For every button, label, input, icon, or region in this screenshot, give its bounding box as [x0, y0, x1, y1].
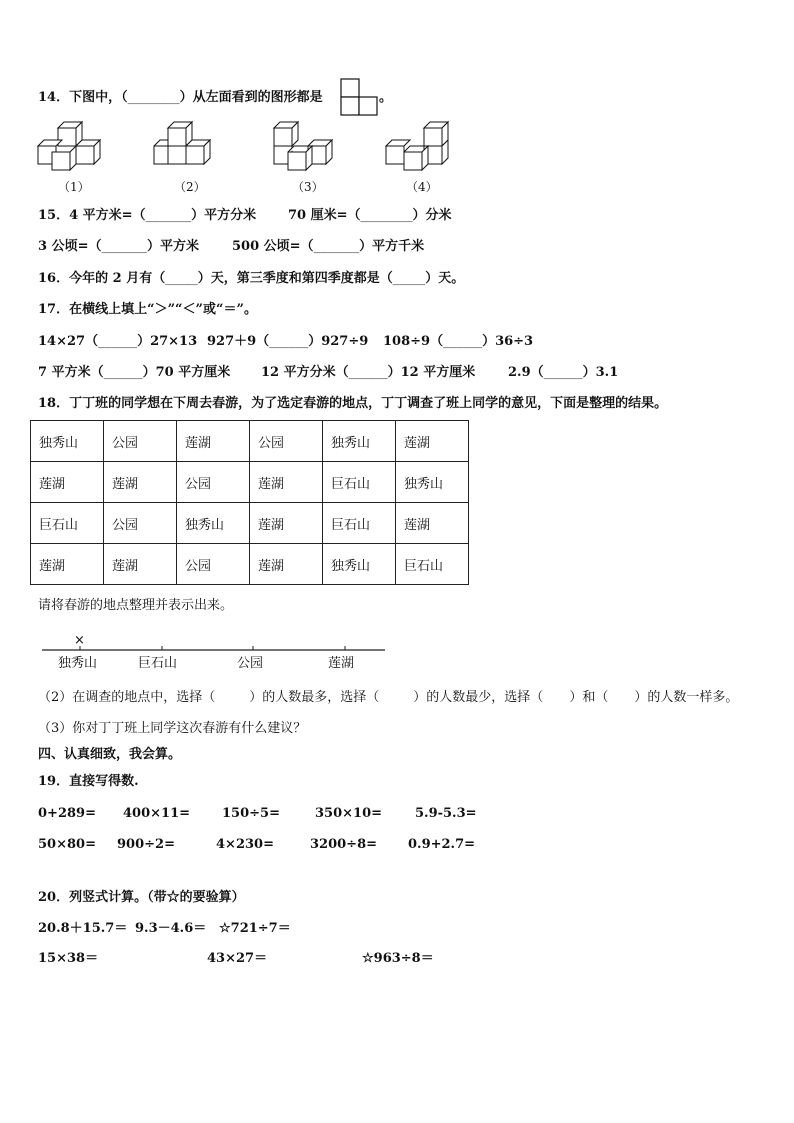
q17-title: 17．在横线上填上“＞”“＜”或“＝”。: [38, 302, 257, 317]
q18-title: 18．丁丁班的同学想在下周去春游，为了选定春游的地点，丁丁调查了班上同学的意见，下面是整理的结果。: [38, 396, 668, 411]
cube-figure-1: [36, 118, 106, 173]
q17-blank-4[interactable]: ______: [103, 365, 143, 380]
q19-item: 3200÷8=: [310, 837, 378, 852]
survey-table: [30, 420, 469, 585]
q19-item: 5.9-5.3=: [415, 806, 477, 821]
table-cell: 公园: [104, 503, 177, 544]
axis-label-4: 莲湖: [328, 656, 355, 671]
q16-blank-2[interactable]: _____: [392, 271, 426, 286]
q15-row2: 3 公顷=（_______）平方米: [38, 239, 199, 254]
q19-item: 0.9+2.7=: [408, 837, 476, 852]
table-cell: 莲湖: [396, 421, 469, 462]
q20-item: 43×27＝: [207, 951, 268, 966]
q20-title: 20．列竖式计算。（带☆的要验算）: [38, 890, 245, 905]
cube-figure-4: [384, 118, 454, 173]
table-cell: 公园: [104, 421, 177, 462]
q15-blank-2[interactable]: ________: [360, 208, 413, 223]
axis-label-2: 巨石山: [138, 656, 178, 671]
axis-label-3: 公园: [237, 656, 264, 671]
cube-figure-3: [272, 118, 342, 173]
q20-item: 15×38＝: [38, 951, 99, 966]
q18-sub3: （3）你对丁丁班上同学这次春游有什么建议？: [38, 721, 307, 736]
table-cell: 莲湖: [31, 544, 104, 585]
table-cell: 巨石山: [396, 544, 469, 585]
q15-row1: 15．4 平方米=（_______）平方分米: [38, 208, 257, 223]
q19-item: 50×80=: [38, 837, 96, 852]
q17-blank-5[interactable]: ______: [348, 365, 388, 380]
figure-label-4: （4）: [406, 180, 438, 194]
table-cell: 巨石山: [323, 462, 396, 503]
q17-blank-1[interactable]: ______: [98, 334, 138, 349]
section-4-heading: 四、认真细致，我会算。: [38, 747, 182, 762]
q17-row2-b: 12 平方分米（______）12 平方厘米: [261, 365, 476, 380]
q19-item: 0+289=: [38, 806, 96, 821]
q20-item: 9.3－4.6＝: [135, 921, 207, 936]
table-cell: 独秀山: [323, 544, 396, 585]
axis-label-1: 独秀山: [58, 656, 98, 671]
table-cell: 独秀山: [177, 503, 250, 544]
q17-row2-c: 2.9（______）3.1: [508, 365, 619, 380]
q18-sub2: （2）在调查的地点中，选择（ ）的人数最多，选择（ ）的人数最少，选择（ ）和（ ）的人数一样多。: [38, 690, 739, 705]
table-cell: 莲湖: [396, 503, 469, 544]
cube-figure-2: [152, 118, 222, 173]
table-row: [31, 544, 469, 585]
table-cell: 公园: [250, 421, 323, 462]
q17-row2-a: 7 平方米（______）70 平方厘米: [38, 365, 231, 380]
q14-text: 14．下图中，（________）从左面看到的图形都是: [38, 90, 323, 105]
table-cell: 公园: [177, 462, 250, 503]
table-cell: 巨石山: [31, 503, 104, 544]
figure-label-1: （1）: [58, 180, 90, 194]
table-cell: 莲湖: [31, 462, 104, 503]
q19-title: 19．直接写得数.: [38, 774, 139, 789]
table-cell: 巨石山: [323, 503, 396, 544]
q19-item: 4×230=: [216, 837, 274, 852]
table-row: [31, 503, 469, 544]
table-row: [31, 462, 469, 503]
table-cell: 莲湖: [250, 544, 323, 585]
q15-row2-b: 500 公顷=（_______）平方千米: [232, 239, 425, 254]
q15-blank-3[interactable]: _______: [101, 239, 147, 254]
q20-item: ☆963÷8＝: [362, 951, 434, 966]
q17-row1-a: 14×27（______）27×13: [38, 334, 198, 349]
q20-item: 20.8＋15.7＝: [38, 921, 128, 936]
tally-mark: ×: [74, 633, 85, 648]
q19-item: 400×11=: [123, 806, 191, 821]
q15-blank-1[interactable]: _______: [145, 208, 192, 223]
q20-item: ☆721÷7＝: [219, 921, 291, 936]
q17-blank-2[interactable]: ______: [269, 334, 309, 349]
q17-blank-3[interactable]: ______: [443, 334, 483, 349]
q17-blank-6[interactable]: ______: [543, 365, 583, 380]
q19-item: 150÷5=: [222, 806, 280, 821]
q19-item: 350×10=: [315, 806, 383, 821]
q15-blank-4[interactable]: _______: [313, 239, 360, 254]
table-cell: 莲湖: [250, 462, 323, 503]
table-cell: 莲湖: [250, 503, 323, 544]
table-row: [31, 421, 469, 462]
table-cell: 公园: [177, 544, 250, 585]
tally-axis: [40, 633, 390, 676]
table-cell: 莲湖: [177, 421, 250, 462]
table-cell: 独秀山: [323, 421, 396, 462]
figure-label-3: （3）: [292, 180, 324, 194]
figure-label-2: （2）: [174, 180, 206, 194]
q16-text: 16．今年的 2 月有（_____）天，第三季度和第四季度都是（_____）天。: [38, 271, 465, 286]
left-view-shape: [340, 78, 380, 116]
table-cell: 独秀山: [396, 462, 469, 503]
table-cell: 独秀山: [31, 421, 104, 462]
table-cell: 莲湖: [104, 462, 177, 503]
q17-row1-c: 108÷9（______）36÷3: [383, 334, 534, 349]
q17-row1-b: 927＋9（______）927÷9: [207, 334, 369, 349]
q18-instruction: 请将春游的地点整理并表示出来。: [38, 598, 234, 613]
q15-row1-b: 70 厘米=（________）分米: [288, 208, 452, 223]
q19-item: 900÷2=: [117, 837, 175, 852]
table-cell: 莲湖: [104, 544, 177, 585]
q14-blank[interactable]: ________: [127, 90, 180, 105]
q16-blank-1[interactable]: _____: [165, 271, 198, 286]
